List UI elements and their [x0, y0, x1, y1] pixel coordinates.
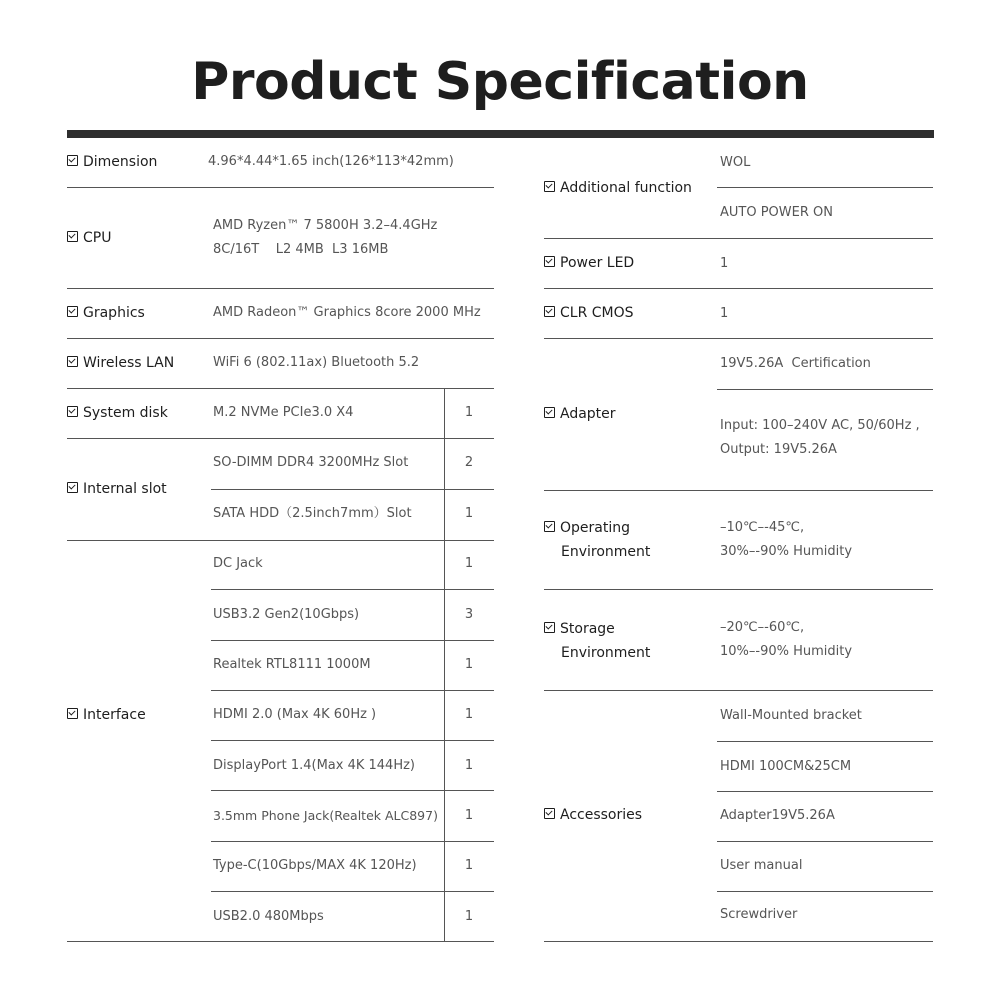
interface-item: HDMI 2.0 (Max 4K 60Hz ): [213, 707, 377, 722]
wireless-value: WiFi 6 (802.11ax) Bluetooth 5.2: [213, 355, 420, 370]
row-divider: [67, 438, 494, 439]
power-led-value: 1: [720, 256, 729, 271]
interface-count: 3: [464, 607, 474, 622]
clr-cmos-label: CLR CMOS: [544, 301, 634, 325]
cpu-line2: 8C/16T L2 4MB L3 16MB: [213, 242, 389, 257]
internal-slot-item: SO-DIMM DDR4 3200MHz Slot: [213, 455, 409, 470]
interface-count: 1: [464, 707, 474, 722]
accessory-item: HDMI 100CM&25CM: [720, 759, 852, 774]
row-divider: [544, 288, 933, 289]
checkbox-icon: [67, 231, 78, 242]
dimension-label: Dimension: [67, 150, 157, 174]
checkbox-icon: [67, 306, 78, 317]
row-divider: [67, 941, 494, 942]
graphics-value: AMD Radeon™ Graphics 8core 2000 MHz: [213, 305, 481, 320]
adapter-label: Adapter: [544, 402, 616, 426]
interface-item: 3.5mm Phone Jack(Realtek ALC897): [213, 808, 438, 823]
interface-count: 1: [464, 808, 474, 823]
dimension-value: 4.96*4.44*1.65 inch(126*113*42mm): [208, 154, 454, 169]
interface-count: 1: [464, 657, 474, 672]
row-divider: [211, 489, 494, 490]
row-divider: [544, 589, 933, 590]
title-divider: [67, 130, 934, 138]
checkbox-icon: [544, 808, 555, 819]
internal-slot-count: 2: [464, 455, 474, 470]
row-divider: [717, 389, 933, 390]
operating-humidity: 30%–-90% Humidity: [720, 544, 853, 559]
accessory-item: Adapter19V5.26A: [720, 808, 835, 823]
row-divider: [211, 589, 494, 590]
system-disk-count: 1: [464, 405, 474, 420]
operating-environment-label: Operating Environment: [544, 516, 650, 564]
wireless-label: Wireless LAN: [67, 351, 174, 375]
interface-item: DisplayPort 1.4(Max 4K 144Hz): [213, 758, 415, 773]
checkbox-icon: [67, 708, 78, 719]
checkbox-icon: [67, 482, 78, 493]
row-divider: [717, 187, 933, 188]
storage-environment-label: Storage Environment: [544, 617, 650, 665]
interface-item: USB3.2 Gen2(10Gbps): [213, 607, 360, 622]
row-divider: [717, 791, 933, 792]
row-divider: [544, 238, 933, 239]
clr-cmos-value: 1: [720, 306, 729, 321]
cpu-label: CPU: [67, 226, 111, 250]
internal-slot-item: SATA HDD（2.5inch7mm）Slot: [213, 506, 412, 521]
additional-function-item: AUTO POWER ON: [720, 205, 833, 220]
row-divider: [544, 690, 933, 691]
checkbox-icon: [544, 521, 555, 532]
row-divider: [717, 741, 933, 742]
power-led-label: Power LED: [544, 251, 634, 275]
adapter-input: Input: 100–240V AC, 50/60Hz ,: [720, 418, 920, 433]
row-divider: [211, 841, 494, 842]
checkbox-icon: [544, 622, 555, 633]
row-divider: [544, 941, 933, 942]
row-divider: [67, 187, 494, 188]
checkbox-icon: [67, 356, 78, 367]
cpu-line1: AMD Ryzen™ 7 5800H 3.2–4.4GHz: [213, 218, 438, 233]
storage-humidity: 10%–-90% Humidity: [720, 644, 853, 659]
internal-slot-count: 1: [464, 506, 474, 521]
accessories-label: Accessories: [544, 803, 642, 827]
graphics-label: Graphics: [67, 301, 145, 325]
accessory-item: Wall-Mounted bracket: [720, 708, 862, 723]
accessory-item: Screwdriver: [720, 907, 798, 922]
row-divider: [211, 690, 494, 691]
interface-label: Interface: [67, 703, 146, 727]
checkbox-icon: [544, 306, 555, 317]
checkbox-icon: [544, 181, 555, 192]
checkbox-icon: [67, 155, 78, 166]
checkbox-icon: [544, 256, 555, 267]
interface-item: Type-C(10Gbps/MAX 4K 120Hz): [213, 858, 417, 873]
accessory-item: User manual: [720, 858, 803, 873]
row-divider: [67, 540, 494, 541]
system-disk-value: M.2 NVMe PCIe3.0 X4: [213, 405, 354, 420]
interface-count: 1: [464, 758, 474, 773]
additional-function-item: WOL: [720, 155, 751, 170]
interface-item: USB2.0 480Mbps: [213, 909, 324, 924]
row-divider: [717, 891, 933, 892]
row-divider: [211, 790, 494, 791]
checkbox-icon: [544, 407, 555, 418]
row-divider: [211, 740, 494, 741]
interface-count: 1: [464, 909, 474, 924]
adapter-cert: 19V5.26A Certification: [720, 356, 871, 371]
row-divider: [211, 640, 494, 641]
interface-item: Realtek RTL8111 1000M: [213, 657, 371, 672]
row-divider: [544, 338, 933, 339]
additional-function-label: Additional function: [544, 176, 692, 200]
row-divider: [717, 841, 933, 842]
interface-count: 1: [464, 556, 474, 571]
page-title: Product Specification: [191, 52, 809, 112]
interface-item: DC Jack: [213, 556, 263, 571]
row-divider: [544, 490, 933, 491]
storage-temperature: –20℃–-60℃,: [720, 620, 805, 635]
row-divider: [67, 288, 494, 289]
row-divider: [211, 891, 494, 892]
checkbox-icon: [67, 406, 78, 417]
row-divider: [67, 388, 494, 389]
internal-slot-label: Internal slot: [67, 477, 167, 501]
interface-count: 1: [464, 858, 474, 873]
adapter-output: Output: 19V5.26A: [720, 442, 837, 457]
system-disk-label: System disk: [67, 401, 168, 425]
operating-temperature: –10℃–-45℃,: [720, 520, 805, 535]
row-divider: [67, 338, 494, 339]
